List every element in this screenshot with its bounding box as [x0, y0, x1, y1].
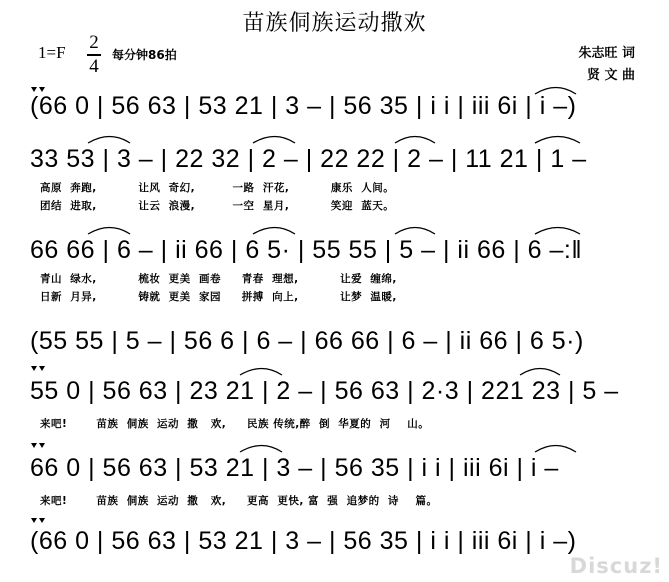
notation-row-7: (66 0 | 56 63 | 53 21 | 3 – | 56 35 | i i | iii 6i | i –): [30, 527, 577, 555]
slur: [88, 228, 130, 235]
accent-mark: [31, 443, 37, 448]
notation-row-2: 33 53 | 3 – | 22 32 | 2 – | 22 22 | 2 – | 11 21 | 1 –: [30, 145, 587, 173]
song-title: 苗族侗族运动撒欢: [242, 11, 427, 36]
time-signature-bottom: 4: [89, 56, 99, 77]
slur: [253, 228, 295, 235]
slur: [240, 446, 282, 453]
notation-row-1: (66 0 | 56 63 | 53 21 | 3 – | 56 35 | i i | iii 6i | i –): [30, 92, 577, 120]
slur: [395, 137, 435, 144]
accent-mark: [31, 518, 37, 523]
time-signature-top: 2: [89, 32, 99, 53]
time-signature: [87, 33, 101, 77]
slur: [535, 446, 576, 453]
lyric-line-6: 来吧! 苗族 侗族 运动 撒 欢, 更高 更快, 富 强 追梦的 诗 篇。: [40, 495, 438, 507]
key-signature: 1=F: [38, 43, 66, 62]
watermark: Discuz!: [569, 554, 663, 578]
accent-mark: [39, 518, 45, 523]
accent-mark: [39, 366, 45, 371]
notation-row-4: (55 55 | 5 – | 56 6 | 6 – | 66 66 | 6 – | ii 66 | 6 5·): [30, 327, 584, 355]
lyric-line-2a: 高原 奔跑, 让风 奇幻, 一路 汗花, 康乐 人间。: [40, 182, 395, 194]
slur: [520, 369, 560, 376]
slur: [535, 228, 580, 235]
slur: [535, 137, 580, 144]
accent-mark: [31, 366, 37, 371]
slur: [253, 137, 295, 144]
slur: [395, 228, 435, 235]
notation-row-6: 66 0 | 56 63 | 53 21 | 3 – | 56 35 | i i | iii 6i | i –: [30, 454, 559, 482]
tempo-marking: 每分钟86拍: [112, 48, 177, 62]
notation-row-5: 55 0 | 56 63 | 23 21 | 2 – | 56 63 | 2·3 | 221 23 | 5 –: [30, 377, 619, 405]
slur: [88, 137, 130, 144]
composer-credit: 贤 文 曲: [586, 68, 635, 83]
lyricist-credit: 朱志旺 词: [578, 46, 635, 61]
lyric-line-2b: 团结 进取, 让云 浪漫, 一空 星月, 笑迎 蓝天。: [40, 200, 395, 212]
lyric-line-5: 来吧! 苗族 侗族 运动 撒 欢, 民族 传统,醉 倒 华夏的 河 山。: [40, 418, 430, 430]
slur: [240, 369, 282, 376]
lyric-line-3a: 青山 绿水, 梳妆 更美 画卷 青春 理想, 让爱 缠绵,: [40, 273, 397, 285]
lyric-line-3b: 日新 月异, 铸就 更美 家园 拼搏 向上, 让梦 温暖,: [40, 291, 397, 303]
notation-row-3: 66 66 | 6 – | ii 66 | 6 5· | 55 55 | 5 – | ii 66 | 6 –:‖: [30, 236, 583, 264]
accent-mark: [39, 443, 45, 448]
